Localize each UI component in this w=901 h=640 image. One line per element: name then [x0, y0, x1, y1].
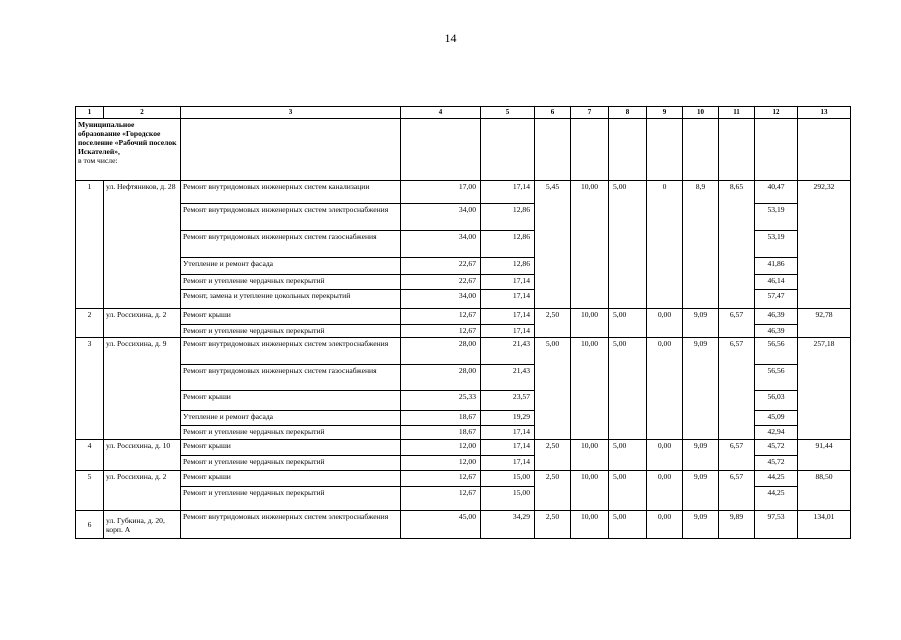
table-row [76, 181, 851, 204]
column-number-5: 5 [481, 107, 535, 119]
repair-cost-table [75, 106, 851, 539]
value-col7-cell: 10,00 [571, 511, 609, 539]
value-col5-cell: 17,14 [481, 181, 535, 204]
value-col9-cell: 0,00 [647, 511, 683, 539]
column-number-13: 13 [798, 107, 851, 119]
value-col5-cell: 12,86 [481, 204, 535, 231]
work-name-cell: Ремонт крыши [181, 391, 401, 411]
table-row [76, 511, 851, 539]
value-col6-cell: 5,45 [535, 181, 571, 309]
table-row [76, 338, 851, 365]
row-number-cell: 6 [76, 511, 104, 539]
value-col5-cell: 21,43 [481, 365, 535, 391]
work-name-cell: Ремонт внутридомовых инженерных систем электроснабжения [181, 204, 401, 231]
municipality-cell [76, 119, 181, 181]
row-number-cell: 2 [76, 309, 104, 338]
work-name-cell: Ремонт и утепление чердачных перекрытий [181, 487, 401, 511]
column-number-7: 7 [571, 107, 609, 119]
value-col11-cell: 6,57 [719, 338, 755, 440]
value-col6-cell: 2,50 [535, 511, 571, 539]
value-col11-cell: 6,57 [719, 309, 755, 338]
value-col5-cell: 17,14 [481, 440, 535, 456]
value-col5-cell: 17,14 [481, 456, 535, 471]
empty-cell [571, 119, 609, 181]
value-col4-cell: 22,67 [401, 275, 481, 290]
value-col9-cell: 0,00 [647, 309, 683, 338]
address-cell: ул. Россихина, д. 10 [104, 440, 181, 471]
value-col5-cell: 17,14 [481, 290, 535, 309]
empty-cell [755, 119, 798, 181]
value-col4-cell: 25,33 [401, 391, 481, 411]
value-col12-cell: 56,56 [755, 338, 798, 365]
value-col6-cell: 2,50 [535, 440, 571, 471]
value-col8-cell: 5,00 [609, 309, 647, 338]
work-name-cell: Ремонт, замена и утепление цокольных перекрытий [181, 290, 401, 309]
empty-cell [609, 119, 647, 181]
total-cell: 92,78 [798, 309, 851, 338]
value-col5-cell: 19,29 [481, 411, 535, 426]
value-col12-cell: 42,94 [755, 426, 798, 440]
municipality-name: Муниципальное образование «Городское поселение «Рабочий поселок Искателей», [78, 120, 177, 156]
value-col6-cell: 5,00 [535, 338, 571, 440]
value-col11-cell: 9,89 [719, 511, 755, 539]
work-name-cell: Ремонт и утепление чердачных перекрытий [181, 275, 401, 290]
work-name-cell: Ремонт и утепление чердачных перекрытий [181, 426, 401, 440]
empty-cell [481, 119, 535, 181]
value-col4-cell: 18,67 [401, 411, 481, 426]
value-col12-cell: 44,25 [755, 487, 798, 511]
table-body [76, 107, 851, 539]
value-col7-cell: 10,00 [571, 181, 609, 309]
empty-cell [798, 119, 851, 181]
total-cell: 91,44 [798, 440, 851, 471]
value-col5-cell: 17,14 [481, 275, 535, 290]
work-name-cell: Ремонт крыши [181, 309, 401, 325]
value-col12-cell: 56,56 [755, 365, 798, 391]
row-number-cell: 4 [76, 440, 104, 471]
value-col12-cell: 46,39 [755, 325, 798, 338]
row-number-cell: 1 [76, 181, 104, 309]
value-col11-cell: 6,57 [719, 471, 755, 511]
value-col9-cell: 0 [647, 181, 683, 309]
value-col4-cell: 12,67 [401, 471, 481, 487]
empty-cell [647, 119, 683, 181]
value-col12-cell: 41,86 [755, 258, 798, 275]
value-col4-cell: 28,00 [401, 365, 481, 391]
value-col12-cell: 44,25 [755, 471, 798, 487]
value-col8-cell: 5,00 [609, 511, 647, 539]
address-cell: ул. Губкина, д. 20, корп. А [104, 511, 181, 539]
value-col12-cell: 46,14 [755, 275, 798, 290]
work-name-cell: Ремонт внутридомовых инженерных систем газоснабжения [181, 365, 401, 391]
work-name-cell: Ремонт крыши [181, 440, 401, 456]
value-col4-cell: 12,67 [401, 487, 481, 511]
column-number-6: 6 [535, 107, 571, 119]
work-name-cell: Ремонт внутридомовых инженерных систем электроснабжения [181, 511, 401, 539]
empty-cell [181, 119, 401, 181]
empty-cell [683, 119, 719, 181]
row-number-cell: 5 [76, 471, 104, 511]
value-col4-cell: 12,67 [401, 325, 481, 338]
value-col4-cell: 12,67 [401, 309, 481, 325]
value-col5-cell: 17,14 [481, 426, 535, 440]
table-row [76, 471, 851, 487]
value-col12-cell: 53,19 [755, 231, 798, 258]
value-col9-cell: 0,00 [647, 440, 683, 471]
value-col10-cell: 9,09 [683, 471, 719, 511]
address-cell: ул. Россихина, д. 2 [104, 309, 181, 338]
work-name-cell: Ремонт крыши [181, 471, 401, 487]
column-number-3: 3 [181, 107, 401, 119]
value-col5-cell: 15,00 [481, 487, 535, 511]
value-col5-cell: 15,00 [481, 471, 535, 487]
value-col12-cell: 40,47 [755, 181, 798, 204]
value-col5-cell: 17,14 [481, 325, 535, 338]
column-number-1: 1 [76, 107, 104, 119]
value-col11-cell: 6,57 [719, 440, 755, 471]
value-col7-cell: 10,00 [571, 440, 609, 471]
value-col12-cell: 45,09 [755, 411, 798, 426]
value-col5-cell: 17,14 [481, 309, 535, 325]
value-col5-cell: 12,86 [481, 258, 535, 275]
address-cell: ул. Нефтяников, д. 28 [104, 181, 181, 309]
value-col6-cell: 2,50 [535, 309, 571, 338]
value-col4-cell: 12,00 [401, 456, 481, 471]
value-col12-cell: 57,47 [755, 290, 798, 309]
value-col9-cell: 0,00 [647, 471, 683, 511]
column-number-10: 10 [683, 107, 719, 119]
work-name-cell: Утепление и ремонт фасада [181, 411, 401, 426]
value-col4-cell: 28,00 [401, 338, 481, 365]
value-col8-cell: 5,00 [609, 471, 647, 511]
value-col10-cell: 9,09 [683, 511, 719, 539]
column-number-12: 12 [755, 107, 798, 119]
value-col12-cell: 97,53 [755, 511, 798, 539]
work-name-cell: Ремонт и утепление чердачных перекрытий [181, 456, 401, 471]
value-col4-cell: 34,00 [401, 290, 481, 309]
table-row [76, 309, 851, 325]
total-cell: 134,01 [798, 511, 851, 539]
value-col4-cell: 34,00 [401, 204, 481, 231]
work-name-cell: Ремонт внутридомовых инженерных систем газоснабжения [181, 231, 401, 258]
empty-cell [535, 119, 571, 181]
column-number-9: 9 [647, 107, 683, 119]
value-col6-cell: 2,50 [535, 471, 571, 511]
total-cell: 88,50 [798, 471, 851, 511]
value-col12-cell: 56,03 [755, 391, 798, 411]
work-name-cell: Ремонт внутридомовых инженерных систем электроснабжения [181, 338, 401, 365]
address-cell: ул. Россихина, д. 9 [104, 338, 181, 440]
value-col10-cell: 9,09 [683, 440, 719, 471]
value-col8-cell: 5,00 [609, 440, 647, 471]
value-col5-cell: 34,29 [481, 511, 535, 539]
page-number: 14 [444, 31, 457, 45]
column-number-8: 8 [609, 107, 647, 119]
value-col8-cell: 5,00 [609, 181, 647, 309]
table-row [76, 440, 851, 456]
value-col4-cell: 34,00 [401, 231, 481, 258]
work-name-cell: Ремонт и утепление чердачных перекрытий [181, 325, 401, 338]
municipality-row [76, 119, 851, 181]
column-number-4: 4 [401, 107, 481, 119]
including-label: в том числе: [78, 156, 118, 165]
value-col9-cell: 0,00 [647, 338, 683, 440]
value-col5-cell: 12,86 [481, 231, 535, 258]
value-col7-cell: 10,00 [571, 338, 609, 440]
row-number-cell: 3 [76, 338, 104, 440]
value-col4-cell: 12,00 [401, 440, 481, 456]
total-cell: 257,18 [798, 338, 851, 440]
value-col5-cell: 21,43 [481, 338, 535, 365]
value-col4-cell: 45,00 [401, 511, 481, 539]
value-col10-cell: 9,09 [683, 309, 719, 338]
value-col12-cell: 46,39 [755, 309, 798, 325]
value-col12-cell: 45,72 [755, 456, 798, 471]
value-col12-cell: 45,72 [755, 440, 798, 456]
value-col5-cell: 23,57 [481, 391, 535, 411]
value-col12-cell: 53,19 [755, 204, 798, 231]
value-col11-cell: 8,65 [719, 181, 755, 309]
value-col4-cell: 18,67 [401, 426, 481, 440]
empty-cell [401, 119, 481, 181]
work-name-cell: Утепление и ремонт фасада [181, 258, 401, 275]
column-number-2: 2 [104, 107, 181, 119]
value-col4-cell: 17,00 [401, 181, 481, 204]
value-col7-cell: 10,00 [571, 309, 609, 338]
value-col10-cell: 9,09 [683, 338, 719, 440]
column-number-11: 11 [719, 107, 755, 119]
value-col8-cell: 5,00 [609, 338, 647, 440]
total-cell: 292,32 [798, 181, 851, 309]
empty-cell [719, 119, 755, 181]
value-col10-cell: 8,9 [683, 181, 719, 309]
work-name-cell: Ремонт внутридомовых инженерных систем канализации [181, 181, 401, 204]
value-col4-cell: 22,67 [401, 258, 481, 275]
value-col7-cell: 10,00 [571, 471, 609, 511]
column-number-row [76, 107, 851, 119]
address-cell: ул. Россихина, д. 2 [104, 471, 181, 511]
